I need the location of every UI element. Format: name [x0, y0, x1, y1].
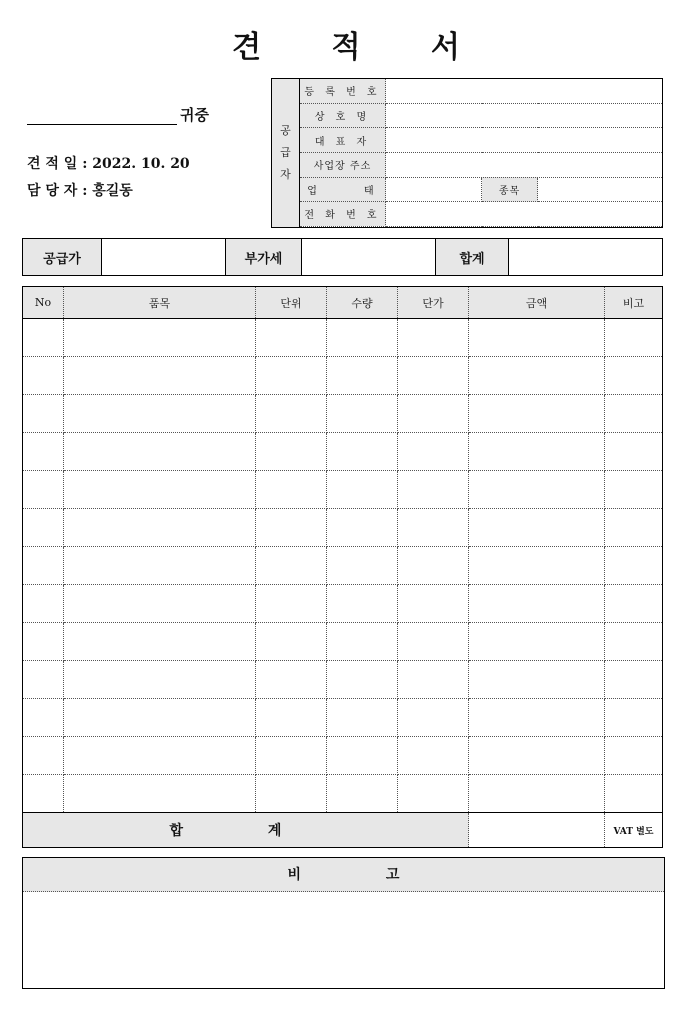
table-cell[interactable] — [23, 319, 64, 357]
table-row — [23, 433, 663, 471]
table-cell[interactable] — [256, 433, 327, 471]
table-cell[interactable] — [327, 737, 398, 775]
table-row — [23, 357, 663, 395]
remarks-title: 비 고 — [23, 858, 664, 892]
items-total-amount[interactable] — [469, 813, 605, 848]
col-no: No — [23, 287, 64, 319]
vat-value[interactable] — [302, 239, 436, 276]
remarks-box — [22, 857, 665, 989]
supplier-company-value[interactable] — [386, 103, 663, 128]
table-cell[interactable] — [605, 737, 663, 775]
table-cell[interactable] — [327, 471, 398, 509]
supplier-reg-no-value[interactable] — [386, 79, 663, 104]
table-cell[interactable] — [605, 547, 663, 585]
manager-value: 홍길동 — [92, 183, 133, 199]
supplier-address-label: 사업장 주소 — [300, 152, 386, 177]
date-line: 견 적 일 : 2022. 10. 20 — [27, 156, 190, 172]
table-cell[interactable] — [256, 699, 327, 737]
supplier-business-label: 업 태 — [300, 177, 386, 202]
table-cell[interactable] — [469, 319, 605, 357]
table-cell[interactable] — [256, 471, 327, 509]
vat-label: 부가세 — [226, 239, 302, 276]
table-cell[interactable] — [256, 737, 327, 775]
table-cell[interactable] — [23, 737, 64, 775]
table-cell[interactable] — [469, 775, 605, 813]
supplier-table — [271, 78, 663, 228]
table-row — [23, 509, 663, 547]
table-cell[interactable] — [398, 661, 469, 699]
table-cell[interactable] — [256, 357, 327, 395]
table-cell[interactable] — [327, 699, 398, 737]
table-cell[interactable] — [605, 623, 663, 661]
supply-price-value[interactable] — [102, 239, 226, 276]
table-cell[interactable] — [398, 547, 469, 585]
table-row — [23, 661, 663, 699]
supplier-reg-no-label: 등 록 번 호 — [300, 79, 386, 104]
table-cell[interactable] — [256, 547, 327, 585]
table-cell[interactable] — [23, 699, 64, 737]
supplier-category-value[interactable] — [538, 177, 663, 202]
table-cell[interactable] — [23, 395, 64, 433]
table-cell[interactable] — [23, 775, 64, 813]
table-row — [23, 775, 663, 813]
table-cell[interactable] — [23, 585, 64, 623]
table-cell[interactable] — [469, 433, 605, 471]
table-cell[interactable] — [256, 395, 327, 433]
supplier-ceo-label: 대 표 자 — [300, 128, 386, 153]
supplier-address-value[interactable] — [386, 152, 663, 177]
table-cell[interactable] — [64, 433, 256, 471]
recipient-field[interactable] — [27, 124, 177, 125]
table-cell[interactable] — [327, 509, 398, 547]
table-cell[interactable] — [469, 471, 605, 509]
table-cell[interactable] — [605, 471, 663, 509]
date-label: 견 적 일 — [27, 156, 78, 172]
table-cell[interactable] — [469, 699, 605, 737]
table-cell[interactable] — [256, 509, 327, 547]
items-table — [22, 286, 663, 848]
supplier-ceo-value[interactable] — [386, 128, 663, 153]
table-cell[interactable] — [605, 509, 663, 547]
remarks-content[interactable] — [23, 892, 664, 986]
table-cell[interactable] — [23, 623, 64, 661]
table-cell[interactable] — [469, 737, 605, 775]
table-cell[interactable] — [398, 699, 469, 737]
col-amount: 금액 — [469, 287, 605, 319]
table-cell[interactable] — [469, 395, 605, 433]
table-cell[interactable] — [64, 357, 256, 395]
table-cell[interactable] — [23, 433, 64, 471]
table-row — [23, 319, 663, 357]
table-cell[interactable] — [469, 547, 605, 585]
manager-label: 담 당 자 — [27, 183, 78, 199]
supplier-business-value[interactable] — [386, 177, 482, 202]
col-item: 품목 — [64, 287, 256, 319]
supplier-company-label: 상 호 명 — [300, 103, 386, 128]
table-cell[interactable] — [64, 623, 256, 661]
recipient-suffix: 귀중 — [180, 106, 209, 124]
table-cell[interactable] — [23, 357, 64, 395]
table-cell[interactable] — [64, 509, 256, 547]
table-cell[interactable] — [23, 471, 64, 509]
table-cell[interactable] — [64, 661, 256, 699]
table-cell[interactable] — [327, 395, 398, 433]
table-row — [23, 547, 663, 585]
col-unit: 단위 — [256, 287, 327, 319]
page-title: 견 적 서 — [232, 30, 490, 65]
table-cell[interactable] — [605, 699, 663, 737]
summary-table — [22, 238, 663, 276]
table-cell[interactable] — [398, 433, 469, 471]
table-row — [23, 737, 663, 775]
vat-note: VAT 별도 — [605, 813, 663, 848]
total-row — [23, 813, 663, 848]
table-cell[interactable] — [398, 509, 469, 547]
table-row — [23, 395, 663, 433]
table-cell[interactable] — [605, 585, 663, 623]
table-cell[interactable] — [64, 547, 256, 585]
table-cell[interactable] — [469, 623, 605, 661]
table-cell[interactable] — [64, 775, 256, 813]
table-cell[interactable] — [23, 661, 64, 699]
date-value: 2022. 10. 20 — [92, 156, 190, 172]
table-cell[interactable] — [398, 471, 469, 509]
supplier-category-label: 종목 — [482, 177, 538, 202]
table-row — [23, 699, 663, 737]
table-cell[interactable] — [64, 395, 256, 433]
items-total-label: 합 계 — [23, 813, 469, 848]
table-cell[interactable] — [23, 547, 64, 585]
table-cell[interactable] — [327, 775, 398, 813]
col-qty: 수량 — [327, 287, 398, 319]
table-cell[interactable] — [256, 775, 327, 813]
total-value[interactable] — [509, 239, 663, 276]
table-cell[interactable] — [64, 585, 256, 623]
table-cell[interactable] — [256, 585, 327, 623]
table-cell[interactable] — [398, 319, 469, 357]
table-cell[interactable] — [605, 775, 663, 813]
table-cell[interactable] — [64, 699, 256, 737]
table-cell[interactable] — [327, 547, 398, 585]
table-cell[interactable] — [605, 395, 663, 433]
table-row — [23, 585, 663, 623]
table-cell[interactable] — [469, 585, 605, 623]
table-cell[interactable] — [398, 623, 469, 661]
supplier-side-label: 공 급 자 — [272, 79, 300, 228]
table-cell[interactable] — [605, 357, 663, 395]
table-cell[interactable] — [398, 775, 469, 813]
col-price: 단가 — [398, 287, 469, 319]
table-cell[interactable] — [605, 319, 663, 357]
table-cell[interactable] — [605, 433, 663, 471]
table-cell[interactable] — [398, 395, 469, 433]
table-cell[interactable] — [327, 319, 398, 357]
table-cell[interactable] — [327, 433, 398, 471]
table-cell[interactable] — [327, 585, 398, 623]
table-cell[interactable] — [398, 357, 469, 395]
table-cell[interactable] — [256, 319, 327, 357]
table-cell[interactable] — [469, 509, 605, 547]
table-row — [23, 471, 663, 509]
table-cell[interactable] — [256, 623, 327, 661]
table-cell[interactable] — [327, 661, 398, 699]
total-label: 합계 — [436, 239, 509, 276]
table-cell[interactable] — [64, 471, 256, 509]
table-row — [23, 623, 663, 661]
table-cell[interactable] — [398, 585, 469, 623]
table-cell[interactable] — [469, 357, 605, 395]
table-cell[interactable] — [327, 357, 398, 395]
supply-price-label: 공급가 — [23, 239, 102, 276]
col-note: 비고 — [605, 287, 663, 319]
table-cell[interactable] — [256, 661, 327, 699]
supplier-phone-value[interactable] — [386, 202, 663, 227]
supplier-phone-label: 전 화 번 호 — [300, 202, 386, 227]
table-cell[interactable] — [327, 623, 398, 661]
table-cell[interactable] — [398, 737, 469, 775]
table-cell[interactable] — [64, 319, 256, 357]
table-cell[interactable] — [605, 661, 663, 699]
table-cell[interactable] — [469, 661, 605, 699]
table-cell[interactable] — [23, 509, 64, 547]
manager-line: 담 당 자 : 홍길동 — [27, 183, 133, 199]
table-cell[interactable] — [64, 737, 256, 775]
